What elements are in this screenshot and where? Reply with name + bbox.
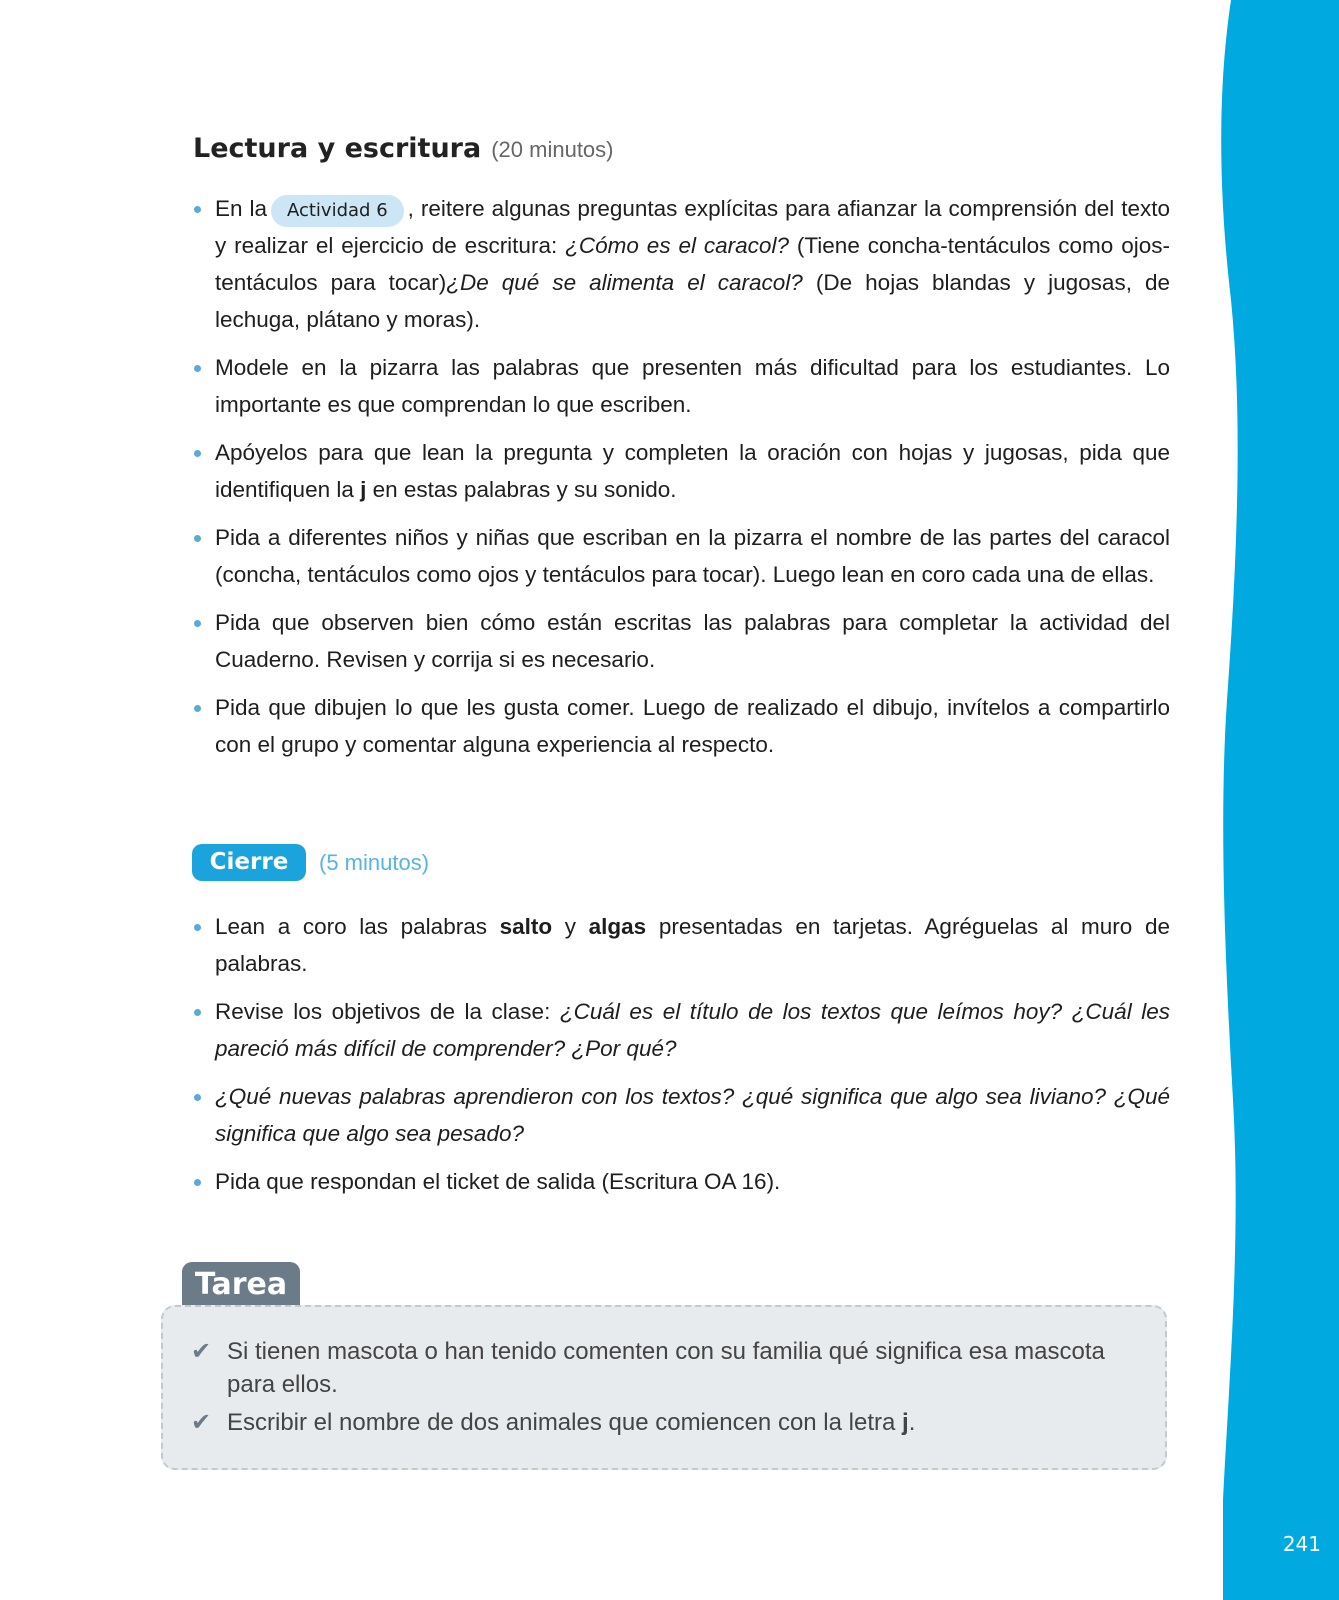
list-item: Pida que dibujen lo que les gusta comer. Luego de realizado el dibujo, invítelos a compartirlo con el grupo y comentar alguna experiencia al respecto.	[215, 689, 1170, 763]
checkmark-icon: ✔	[191, 1338, 212, 1365]
list-item: Lean a coro las palabras salto y algas presentadas en tarjetas. Agréguelas al muro de palabras.	[215, 908, 1170, 982]
section-duration: (5 minutos)	[319, 849, 430, 875]
page-number: 241	[1282, 1532, 1321, 1556]
section-title: Lectura y escritura	[193, 133, 482, 164]
list-item: Pida que observen bien cómo están escritas las palabras para completar la actividad del Cuaderno. Revisen y corrija si es necesario.	[215, 604, 1170, 678]
section-heading-lectura	[193, 133, 614, 164]
tarea-list	[191, 1335, 1137, 1444]
section-duration: (20 minutos)	[491, 137, 614, 162]
list-item: Revise los objetivos de la clase: ¿Cuál es el título de los textos que leímos hoy? ¿Cuál les pareció más difícil de comprender? ¿Por qué?	[215, 993, 1170, 1067]
section-heading-cierre	[192, 844, 429, 881]
side-decorative-band	[1219, 0, 1339, 1600]
tarea-tab: Tarea	[182, 1262, 300, 1306]
list-item: Pida que respondan el ticket de salida (Escritura OA 16).	[215, 1163, 1170, 1200]
cierre-badge: Cierre	[192, 844, 306, 881]
checkmark-icon: ✔	[191, 1409, 212, 1436]
list-item: Apóyelos para que lean la pregunta y completen la oración con hojas y jugosas, pida que identifiquen la j en estas palabras y su sonido.	[215, 434, 1170, 508]
list-item: Pida a diferentes niños y niñas que escriban en la pizarra el nombre de las partes del caracol (concha, tentáculos como ojos y tentáculos para tocar). Luego lean en coro cada una de ellas.	[215, 519, 1170, 593]
tarea-item: ✔ Si tienen mascota o han tenido comenten con su familia qué significa esa mascota para ellos.	[227, 1335, 1137, 1401]
lectura-list	[215, 190, 1170, 774]
cierre-list	[215, 908, 1170, 1211]
list-item: ¿Qué nuevas palabras aprendieron con los textos? ¿qué significa que algo sea liviano? ¿Qué significa que algo sea pesado?	[215, 1078, 1170, 1152]
list-item: Modele en la pizarra las palabras que presenten más dificultad para los estudiantes. Lo importante es que comprendan lo que escriben.	[215, 349, 1170, 423]
tarea-item: ✔ Escribir el nombre de dos animales que comiencen con la letra j.	[227, 1406, 1137, 1439]
list-item: En la Actividad 6 , reitere algunas preguntas explícitas para afianzar la comprensión del texto y realizar el ejercicio de escritura: ¿Cómo es el caracol? (Tiene concha-tentáculos como ojos-tentáculos para tocar)¿De qué se alimenta el caracol? (De hojas blandas y jugosas, de lechuga, plátano y moras).	[215, 190, 1170, 338]
activity-badge: Actividad 6	[271, 195, 404, 227]
